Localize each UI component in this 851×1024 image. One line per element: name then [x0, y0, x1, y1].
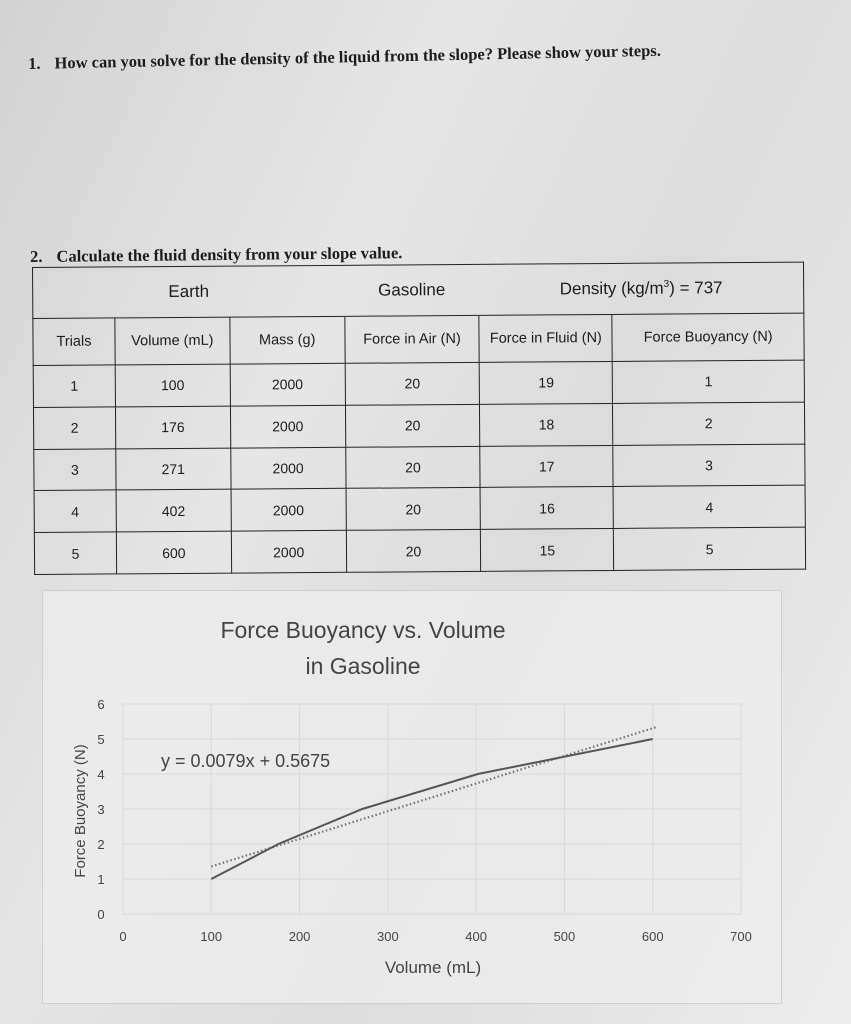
cell-force-buoyancy: 2 [613, 402, 805, 445]
chart-trendline-group [211, 727, 657, 867]
chart-grid [123, 704, 741, 914]
x-tick-label: 400 [465, 929, 487, 944]
question-2 [30, 243, 402, 267]
x-tick-label: 100 [200, 929, 223, 944]
density-value: ) = 737 [669, 278, 723, 298]
trendline-equation: y = 0.0079x + 0.5675 [161, 751, 331, 771]
question-1 [28, 41, 661, 74]
chart-title-line-2: in Gasoline [305, 653, 421, 679]
cell-volume: 402 [116, 490, 231, 533]
cell-volume: 271 [116, 448, 231, 491]
cell-force-buoyancy: 1 [612, 360, 804, 403]
cell-force-fluid: 15 [481, 529, 614, 572]
planet-cell: Earth [33, 265, 345, 318]
cell-force-air: 20 [345, 404, 480, 447]
density-superscript: 3 [663, 278, 670, 290]
y-tick-label: 3 [97, 802, 105, 817]
density-label: Density (kg/m [559, 278, 664, 299]
y-tick-label: 4 [97, 767, 105, 782]
x-tick-label: 600 [641, 929, 664, 944]
header-force-fluid: Force in Fluid (N) [479, 314, 612, 362]
y-axis-label: Force Buoyancy (N) [72, 744, 89, 878]
table-row [34, 444, 805, 491]
table-row [33, 402, 804, 449]
y-tick-label: 5 [97, 732, 105, 747]
chart-ticks [97, 697, 751, 944]
cell-force-air: 20 [346, 530, 481, 573]
x-tick-label: 200 [288, 929, 311, 944]
density-cell [479, 262, 804, 315]
y-tick-label: 1 [97, 872, 105, 887]
cell-mass: 2000 [231, 489, 346, 532]
data-table [32, 262, 806, 575]
question-2-text: Calculate the fluid density from your slope value. [56, 243, 403, 266]
cell-force-air: 20 [346, 488, 481, 531]
y-tick-label: 6 [97, 697, 105, 712]
table-row [33, 360, 804, 407]
cell-force-buoyancy: 4 [613, 485, 805, 528]
x-tick-label: 0 [119, 929, 127, 944]
x-tick-label: 300 [377, 929, 399, 944]
cell-volume: 100 [115, 364, 230, 407]
cell-force-fluid: 17 [480, 445, 613, 488]
header-volume: Volume (mL) [115, 317, 230, 365]
table-row [34, 527, 805, 574]
x-tick-label: 700 [730, 929, 752, 944]
table-context-row [33, 262, 804, 318]
cell-force-fluid: 18 [480, 403, 613, 446]
table-row [34, 485, 805, 532]
cell-trial: 1 [33, 365, 115, 407]
cell-mass: 2000 [231, 531, 346, 574]
question-2-number: 2. [30, 246, 43, 266]
question-1-text: How can you solve for the density of the liquid from the slope? Please show your steps. [54, 40, 662, 73]
cell-trial: 4 [34, 490, 116, 532]
cell-trial: 2 [33, 407, 115, 449]
chart-title-line-1: Force Buoyancy vs. Volume [220, 617, 506, 643]
cell-force-buoyancy: 3 [613, 444, 805, 487]
cell-trial: 3 [34, 449, 116, 491]
cell-force-fluid: 16 [481, 487, 614, 530]
buoyancy-chart [42, 590, 782, 1004]
header-trials: Trials [33, 318, 115, 366]
table-header-row [33, 313, 804, 365]
header-mass: Mass (g) [230, 316, 345, 364]
cell-volume: 600 [116, 531, 231, 574]
trendline [211, 727, 657, 867]
x-axis-label: Volume (mL) [384, 958, 482, 977]
cell-mass: 2000 [230, 363, 345, 406]
cell-force-fluid: 19 [480, 361, 613, 404]
cell-force-air: 20 [345, 446, 480, 489]
x-tick-label: 500 [553, 929, 576, 944]
chart-canvas [43, 591, 781, 1003]
y-tick-label: 0 [97, 907, 105, 922]
cell-mass: 2000 [230, 405, 345, 448]
header-force-air: Force in Air (N) [344, 315, 479, 363]
cell-trial: 5 [34, 532, 116, 574]
fluid-cell: Gasoline [344, 264, 479, 316]
question-1-number: 1. [28, 53, 41, 73]
cell-force-air: 20 [345, 362, 480, 405]
cell-force-buoyancy: 5 [614, 527, 806, 570]
cell-volume: 176 [115, 406, 230, 449]
cell-mass: 2000 [231, 447, 346, 490]
y-tick-label: 2 [97, 837, 105, 852]
header-force-buoyancy: Force Buoyancy (N) [612, 313, 804, 361]
